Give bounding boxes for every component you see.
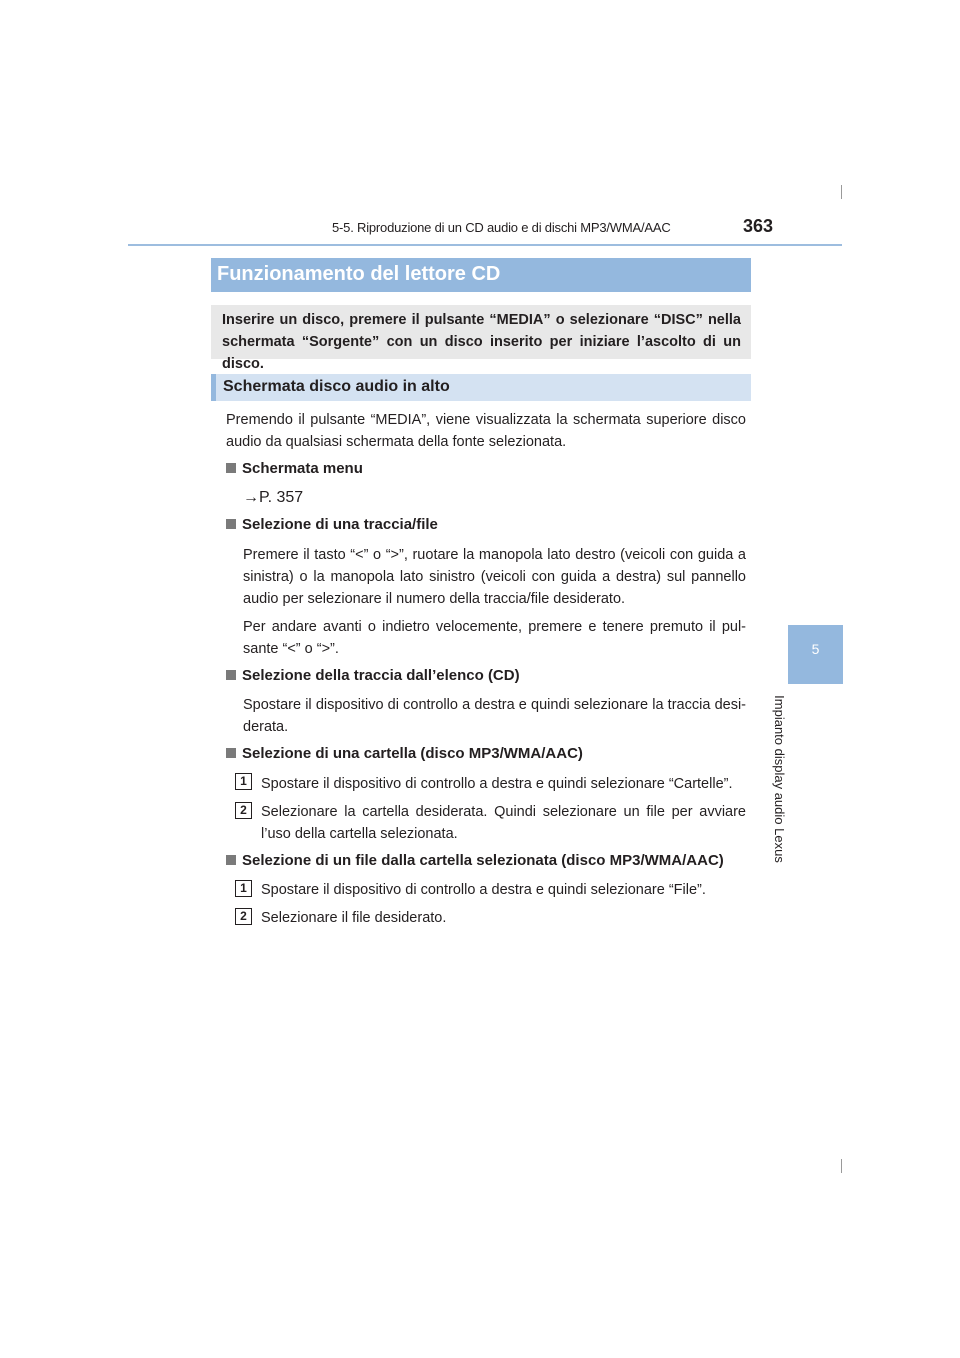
crop-mark-bottom (841, 1159, 842, 1173)
page-number: 363 (743, 216, 774, 236)
chapter-tab (788, 625, 843, 684)
track-list-paragraph: Spostare il dispositivo di controllo a destra e quindi selezionare la traccia desi-derata. (243, 697, 746, 735)
section-heading: Schermata disco audio in alto (211, 374, 751, 401)
menu-page-reference: →P. 357 (243, 489, 304, 506)
square-bullet-icon (226, 463, 236, 473)
subheading-menu: Schermata menu (226, 460, 363, 477)
subheading-track: Selezione di una traccia/file (226, 516, 438, 533)
step-number-2: 2 (235, 802, 252, 819)
track-paragraph-2: Per andare avanti o indietro velocemente, premere e tenere premuto il pul-sante “<” o “>”. (243, 619, 746, 657)
track-paragraph-1: Premere il tasto “<” o “>”, ruotare la manopola lato destro (veicoli con guida a sinistra) o la manopola lato sinistro (veicoli con guida a destra) sul pannello audio per selezionare il numero della traccia/file desiderato. (243, 547, 746, 607)
chapter-number: 5 (811, 641, 820, 657)
folder-step-1: Spostare il dispositivo di controllo a destra e quindi selezionare “Cartelle”. (261, 776, 733, 792)
subheading-track-list: Selezione della traccia dall’elenco (CD) (226, 667, 520, 684)
file-step-1: Spostare il dispositivo di controllo a destra e quindi selezionare “File”. (261, 882, 706, 898)
square-bullet-icon (226, 748, 236, 758)
section-intro: Premendo il pulsante “MEDIA”, viene visualizzata la schermata superiore disco audio da qualsiasi schermata della fonte selezionata. (226, 412, 746, 450)
subheading-folder: Selezione di una cartella (disco MP3/WMA/AAC) (226, 745, 583, 762)
square-bullet-icon (226, 519, 236, 529)
running-header: 5-5. Riproduzione di un CD audio e di dischi MP3/WMA/AAC (332, 220, 671, 235)
step-number-1: 1 (235, 773, 252, 790)
chapter-title: Impianto display audio Lexus (772, 695, 787, 863)
header-rule (128, 244, 842, 246)
intro-box: Inserire un disco, premere il pulsante “MEDIA” o selezionare “DISC” nella schermata “Sorgente” con un disco inserito per iniziare l’ascolto di un disco. (211, 305, 751, 359)
file-step-2: Selezionare il file desiderato. (261, 910, 447, 926)
subheading-file: Selezione di un file dalla cartella selezionata (disco MP3/WMA/AAC) (226, 852, 724, 869)
folder-step-2: Selezionare la cartella desiderata. Quindi selezionare un file per avviare l’uso della cartella selezionata. (261, 804, 746, 842)
square-bullet-icon (226, 670, 236, 680)
square-bullet-icon (226, 855, 236, 865)
crop-mark-top (841, 185, 842, 199)
step-number-2: 2 (235, 908, 252, 925)
step-number-1: 1 (235, 880, 252, 897)
main-heading: Funzionamento del lettore CD (211, 258, 751, 292)
